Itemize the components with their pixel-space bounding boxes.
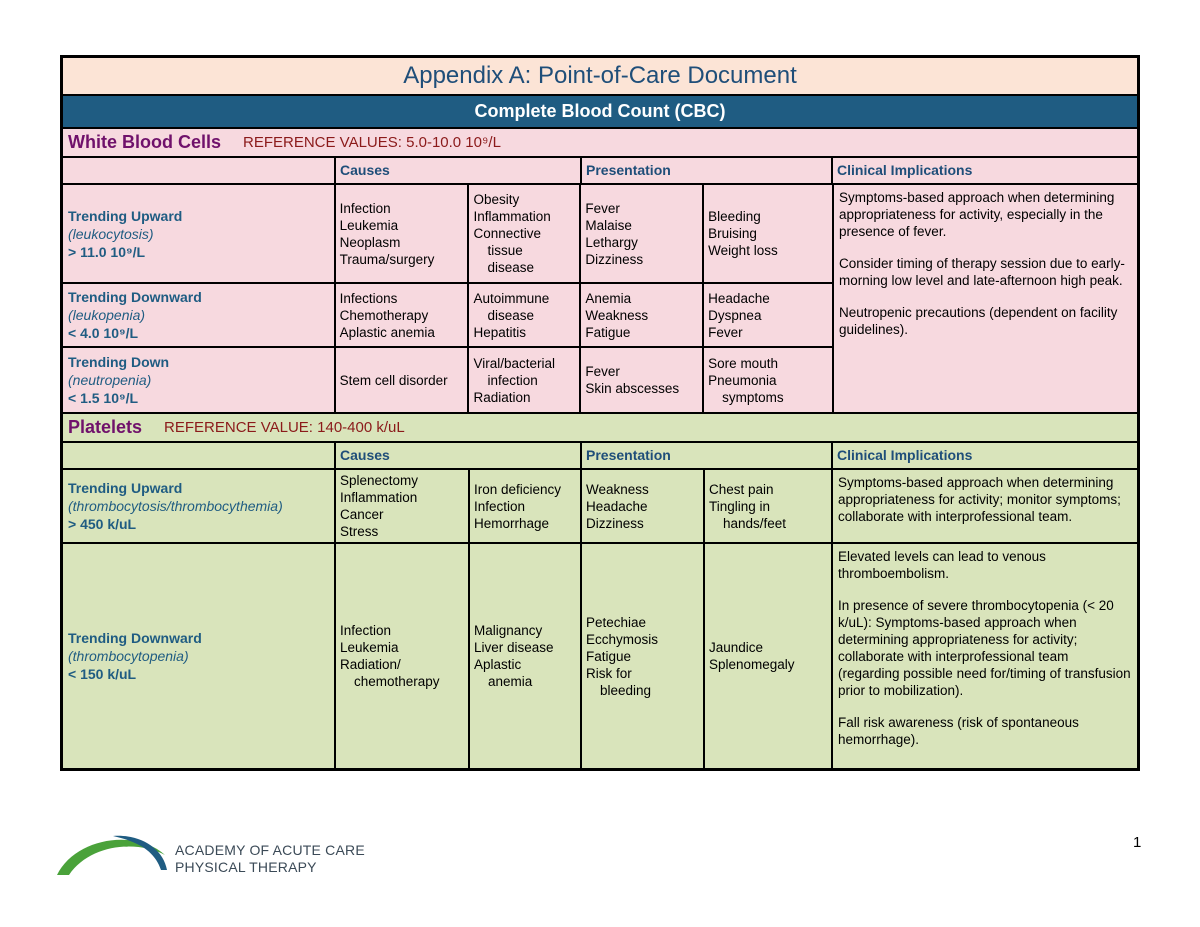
presentation-list (704, 348, 832, 412)
platelets-section-name: Platelets (68, 417, 143, 437)
list-item: Aplastic anemia (339, 324, 435, 340)
row-threshold: < 150 k/uL (68, 666, 137, 682)
list-item: Malaise (585, 217, 632, 233)
presentation-list (704, 284, 832, 346)
list-item: Autoimmune (473, 290, 550, 306)
platelets-row-label (63, 470, 336, 542)
wbc-row-label (63, 185, 336, 282)
platelets-row-upward (63, 470, 1137, 544)
list-item: Hepatitis (473, 324, 526, 340)
document-title: Appendix A: Point-of-Care Document (63, 58, 1137, 96)
platelets-row-label (63, 544, 336, 768)
wbc-column-headers (63, 158, 1137, 185)
list-item: tissue (487, 243, 523, 258)
clinical-paragraph: Symptoms-based approach when determining appropriateness for activity; monitor symptoms; collaborate with interprofessional team. (838, 475, 1121, 524)
logo-swoosh-icon (55, 830, 175, 880)
list-item: Malignancy (474, 623, 543, 638)
logo-line-1: ACADEMY OF ACUTE CARE (175, 842, 365, 858)
wbc-row-label (63, 284, 336, 346)
platelets-row-downward (63, 544, 1137, 768)
row-threshold: < 4.0 10⁹/L (68, 325, 139, 341)
presentation-list (582, 470, 705, 542)
list-item: Stress (340, 524, 379, 539)
row-subtitle: (thrombocytosis/thrombocythemia) (68, 498, 283, 514)
list-item: anemia (488, 674, 533, 689)
list-item: Anemia (585, 290, 632, 306)
row-title: Trending Downward (68, 630, 202, 646)
list-item: Chemotherapy (339, 307, 429, 323)
row-title: Trending Upward (68, 480, 183, 496)
page-number: 1 (1133, 834, 1142, 851)
clinical-paragraph: Neutropenic precautions (dependent on facility guidelines). (839, 305, 1118, 337)
list-item: Fatigue (585, 324, 631, 340)
platelets-section (63, 412, 1137, 768)
list-item: Leukemia (339, 217, 399, 233)
row-subtitle: (thrombocytopenia) (68, 648, 189, 664)
list-item: symptoms (722, 389, 784, 405)
platelets-section-header (63, 414, 1137, 443)
list-item: Liver disease (474, 640, 554, 655)
causes-list (336, 470, 470, 542)
presentation-list (705, 470, 833, 542)
list-item: Viral/bacterial (473, 355, 556, 371)
list-item: Obesity (473, 192, 520, 207)
list-item: Weakness (585, 307, 649, 323)
list-item: Ecchymosis (586, 631, 659, 647)
list-item: Weakness (586, 481, 649, 497)
row-threshold: > 450 k/uL (68, 516, 137, 532)
academy-logo (55, 830, 385, 880)
list-item: Radiation/ (340, 657, 401, 672)
list-item: Cancer (340, 507, 384, 522)
row-threshold: > 11.0 10⁹/L (68, 243, 146, 260)
list-item: Fever (585, 200, 620, 216)
list-item: Hemorrhage (474, 515, 550, 531)
wbc-header-causes: Causes (336, 158, 582, 183)
list-item: disease (487, 260, 535, 275)
list-item: Dizziness (585, 251, 644, 267)
list-item: Radiation (473, 389, 531, 405)
wbc-body (63, 185, 1137, 412)
logo-text (175, 842, 365, 876)
wbc-section-name: White Blood Cells (68, 132, 221, 152)
wbc-header-blank (63, 158, 336, 183)
row-subtitle: (leukocytosis) (68, 225, 154, 242)
wbc-rows (63, 185, 832, 412)
platelets-clinical-upward (833, 470, 1137, 542)
list-item: Bruising (708, 226, 757, 241)
list-item: Fever (708, 324, 743, 340)
causes-list (336, 544, 470, 768)
presentation-list (582, 544, 705, 768)
platelets-reference-value: REFERENCE VALUE: 140-400 k/uL (164, 419, 405, 436)
presentation-list (704, 185, 832, 282)
clinical-paragraph: In presence of severe thrombocytopenia (< 20 k/uL): Symptoms-based approach when determining appropriateness for activity; collaborate with interprofessional team (regarding possible need for/timing of transfusion prior to mobilization). (838, 598, 1131, 698)
row-subtitle: (neutropenia) (68, 372, 152, 388)
wbc-reference-values: REFERENCE VALUES: 5.0-10.0 10⁹/L (243, 134, 501, 151)
platelets-header-causes: Causes (336, 443, 582, 468)
wbc-section (63, 129, 1137, 412)
row-subtitle: (leukopenia) (68, 307, 146, 323)
list-item: Weight loss (708, 243, 778, 258)
list-item: disease (487, 307, 535, 323)
presentation-list (581, 348, 704, 412)
platelets-column-headers (63, 443, 1137, 470)
clinical-paragraph: Fall risk awareness (risk of spontaneous hemorrhage). (838, 715, 1079, 747)
list-item: Aplastic (474, 657, 522, 672)
clinical-paragraph: Elevated levels can lead to venous thromboembolism. (838, 549, 1046, 581)
row-threshold: < 1.5 10⁹/L (68, 390, 139, 406)
causes-list (470, 470, 582, 542)
list-item: Iron deficiency (474, 481, 562, 497)
wbc-section-header (63, 129, 1137, 158)
causes-list (336, 284, 470, 346)
causes-list (336, 348, 470, 412)
list-item: Connective (473, 226, 542, 241)
list-item: Splenectomy (340, 473, 419, 488)
list-item: Stem cell disorder (339, 372, 448, 388)
presentation-list (581, 185, 704, 282)
list-item: Infections (339, 290, 398, 306)
list-item: Jaundice (709, 640, 764, 655)
list-item: Infection (474, 498, 526, 514)
list-item: chemotherapy (354, 674, 440, 689)
platelets-header-presentation: Presentation (582, 443, 833, 468)
row-title: Trending Downward (68, 289, 202, 305)
list-item: Inflammation (340, 490, 418, 505)
row-title: Trending Down (68, 354, 170, 370)
list-item: Dizziness (586, 515, 644, 531)
list-item: Infection (339, 200, 391, 216)
causes-list (336, 185, 470, 282)
list-item: Bleeding (708, 209, 761, 224)
list-item: Inflammation (473, 209, 551, 224)
list-item: bleeding (600, 682, 652, 698)
wbc-header-presentation: Presentation (582, 158, 833, 183)
platelets-clinical-downward (833, 544, 1137, 768)
list-item: Neoplasm (339, 234, 401, 250)
cbc-document-table (60, 55, 1140, 771)
list-item: Headache (708, 290, 770, 306)
clinical-paragraph: Consider timing of therapy session due to early-morning low level and late-afternoon high peak. (839, 256, 1125, 288)
list-item: Headache (586, 498, 648, 514)
logo-line-2: PHYSICAL THERAPY (175, 859, 317, 875)
list-item: Sore mouth (708, 355, 778, 371)
causes-list (469, 348, 581, 412)
list-item: Splenomegaly (709, 657, 795, 672)
list-item: hands/feet (723, 515, 787, 531)
row-title: Trending Upward (68, 207, 183, 224)
platelets-header-blank (63, 443, 336, 468)
wbc-row-downward (63, 284, 832, 348)
causes-list (470, 544, 582, 768)
list-item: Petechiae (586, 614, 647, 630)
wbc-row-upward (63, 185, 832, 284)
wbc-row-label (63, 348, 336, 412)
presentation-list (705, 544, 833, 768)
platelets-header-clinical: Clinical Implications (837, 447, 973, 463)
list-item: Pneumonia (708, 372, 777, 388)
clinical-paragraph: Symptoms-based approach when determining appropriateness for activity, especially in the presence of fever. (839, 190, 1115, 239)
wbc-row-neutropenia (63, 348, 832, 412)
list-item: Fatigue (586, 648, 632, 664)
cbc-subtitle: Complete Blood Count (CBC) (63, 96, 1137, 129)
wbc-header-clinical: Clinical Implications (837, 162, 973, 178)
causes-list (469, 284, 581, 346)
causes-list (469, 185, 581, 282)
list-item: Chest pain (709, 481, 774, 497)
list-item: Leukemia (340, 640, 399, 655)
list-item: Skin abscesses (585, 381, 680, 396)
list-item: Tingling in (709, 498, 771, 514)
list-item: infection (487, 372, 538, 388)
presentation-list (581, 284, 704, 346)
list-item: Dyspnea (708, 307, 762, 323)
wbc-clinical-implications (832, 185, 1137, 412)
list-item: Fever (585, 364, 620, 379)
list-item: Risk for (586, 665, 632, 681)
list-item: Infection (340, 623, 392, 638)
list-item: Lethargy (585, 234, 638, 250)
list-item: Trauma/surgery (339, 251, 435, 267)
